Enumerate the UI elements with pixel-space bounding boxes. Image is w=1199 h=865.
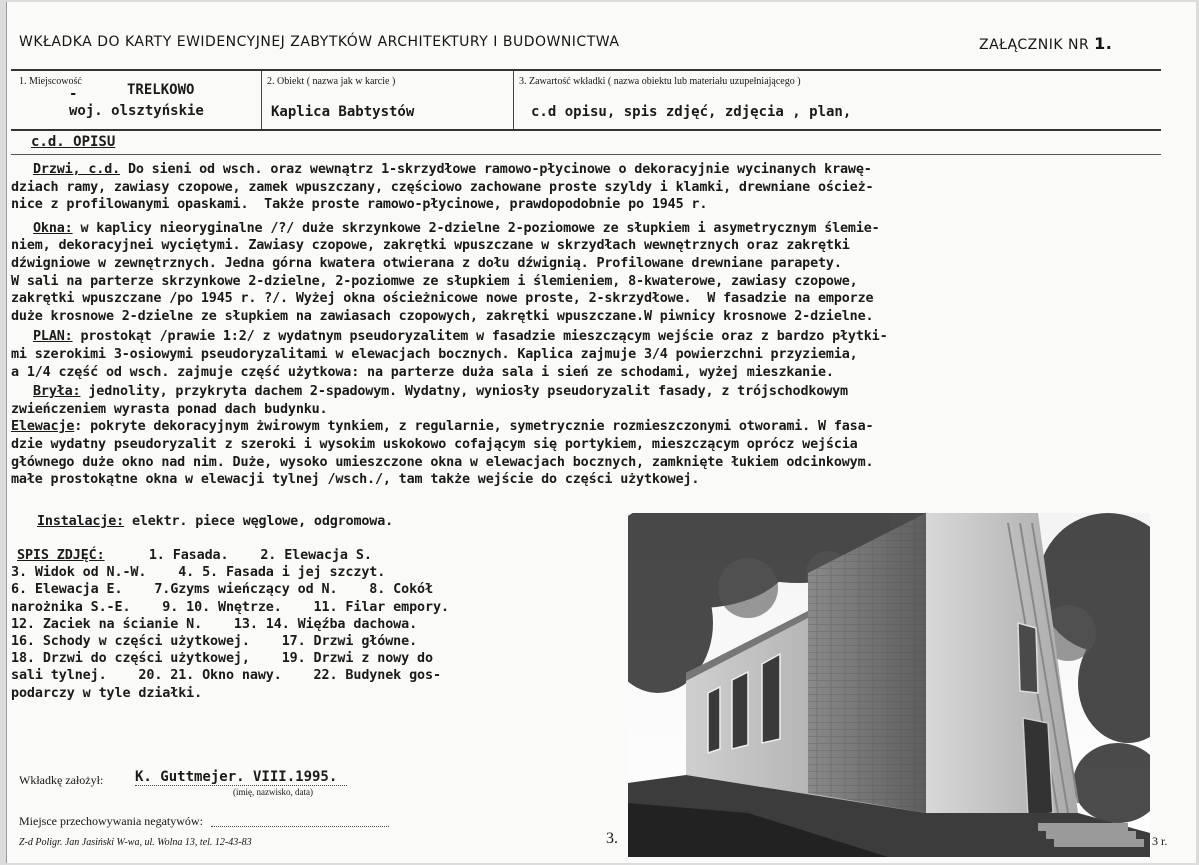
installations-lead: Instalacje: (37, 514, 125, 529)
body-line (11, 238, 850, 253)
body-line-text: : pokryte dekoracyjnym żwirowym tynkiem, z regularnie, symetrycznie rozmieszczonymi otworami. W fasa- (74, 419, 874, 435)
body-line-text: dziach ramy, zawiasy czopowe, zamek wpuszczany, częściowo zachowane proste szyldy i klamki, drewniane oścież- (11, 179, 874, 195)
photo-list-item: 16. Schody w części użytkowej. 17. Drzwi główne. (11, 634, 418, 649)
body-line (11, 180, 873, 195)
voivodeship-value: woj. olsztyńskie (69, 103, 204, 119)
photo-list-item: 12. Zaciek na ścianie N. 13. 14. Więźba dachowa. (11, 616, 418, 632)
header-rule (11, 69, 1161, 71)
photo-list-item: narożnika S.-E. 9. 10. Wnętrze. 11. Filar empory. (11, 599, 449, 615)
photo-list-item: 18. Drzwi do części użytkowej, 19. Drzwi z nowy do (11, 651, 433, 667)
body-line-text: duże krosnowe 2-dzielne ze słupkiem na zawiasach czopowych, zakrętki wpuszczane.W piwnicy krosnowe 2-dzielne. (11, 308, 874, 324)
body-line-text: małe prostokątne okna w elewacji tylnej /wsch./, tam także wejście do części użytkowej. (11, 472, 700, 488)
photo-list-item: 3. Widok od N.-W. 4. 5. Fasada i jej szczyt. (11, 565, 386, 581)
printer-imprint: Z-d Poligr. Jan Jasiński W-wa, ul. Wolna 13, tel. 12-43-83 (19, 837, 252, 848)
body-line-lead: PLAN: (33, 329, 73, 345)
body-line (11, 472, 699, 487)
building-photo (628, 513, 1150, 857)
founder-hint: (imię, nazwisko, data) (233, 787, 313, 797)
body-line-text: Do sieni od wsch. oraz wewnątrz 1-skrzydłowe ramowo-płycinowe o dekoracyjnie wycinanych krawę- (120, 162, 872, 177)
photo-list-lead (17, 548, 105, 563)
body-line-text: zakrętki wpuszczane /po 1945 r. ?/. Wyżej okna ościeżnicowe nowe proste, 2-skrzydłowe. W fasadzie na emporze (11, 291, 874, 307)
body-line (11, 437, 858, 452)
section-title: c.d. OPISU (31, 134, 116, 150)
locality-dash: - (69, 86, 78, 102)
photo-list-item: 1. Fasada. 2. Elewacja S. (117, 548, 372, 563)
body-line (33, 221, 880, 236)
body-line-lead: Elewacje (11, 419, 75, 435)
body-line-text: niem, dekoracyjnei wyciętymi. Zawiasy czopowe, zakrętki wpuszczane w skrzydłach wewnętrznych oraz zakrętki (11, 238, 850, 254)
body-line (11, 274, 858, 289)
photo-list-item: sali tylnej. 20. 21. Okno nawy. 22. Budynek gos- (11, 668, 441, 684)
body-line-text: dźwigniowe w zewnętrznych. Jedna górna kwatera otwierana z dołu dźwignią. Profilowane drewniane parapety. (11, 256, 842, 271)
body-line-text: jednolity, przykryta dachem 2-spadowym. Wydatny, wyniosły pseudoryzalit fasady, z trójschodkowym (80, 384, 848, 400)
photo-number: 3. (606, 830, 618, 847)
attachment-text: ZAŁĄCZNIK NR (979, 37, 1090, 53)
attachment-number: 1. (1094, 34, 1113, 53)
storage-label: Miejsce przechowywania negatywów: (19, 814, 203, 828)
document-title: WKŁADKA DO KARTY EWIDENCYJNEJ ZABYTKÓW ARCHITEKTURY I BUDOWNICTWA (19, 34, 620, 50)
body-line (33, 329, 887, 344)
body-line-text: a 1/4 część od wsch. zajmuje część użytkowa: na parterze duża sala i sień ze schodami, wyżej mieszkanie. (11, 364, 834, 380)
body-line (33, 384, 848, 399)
body-line (11, 365, 834, 380)
photo-list-item: podarczy w tyle działki. (11, 685, 203, 701)
body-line (33, 162, 872, 177)
founder-value: K. Guttmejer. VIII.1995. (135, 769, 347, 786)
body-line-text: w kaplicy nieoryginalne /?/ duże skrzynkowe 2-dzielne 2-poziomowe ze słupkiem i asymetrycznym ślemie- (72, 220, 880, 236)
locality-value: TRELKOWO (127, 82, 195, 98)
attachment-label (979, 34, 1112, 53)
body-line (11, 197, 707, 212)
body-line-text: W sali na parterze skrzynkowe 2-dzielne, 2-poziomwe ze słupkiem i ślemieniem, 8-kwaterowe, zawiasy czopowe, (11, 273, 858, 289)
body-line-text: zwieńczeniem wyrasta ponad dach budynku. (11, 401, 328, 417)
document-sheet (6, 2, 1196, 863)
body-line (11, 291, 873, 306)
object-label: 2. Obiekt ( nazwa jak w karcie ) (267, 76, 396, 87)
edge-mark: 3 r. (1152, 834, 1168, 848)
content-value: c.d opisu, spis zdjęć, zdjęcia , plan, (531, 104, 852, 120)
fields-rule (11, 129, 1161, 131)
body-line-text: głównego duże okno nad nim. Duże, wysoko umieszczone okna w elewacjach bocznych, zamknięte łukiem odcinkowym. (11, 454, 874, 470)
body-line-text: mi szerokimi 3-osiowymi pseudoryzalitami w elewacjach bocznych. Kaplica zajmuje 3/4 powierzchni przyziemia, (11, 347, 858, 362)
body-line-lead: Okna: (33, 220, 73, 236)
body-line-text: nice z profilowanymi opaskami. Także proste ramowo-płycinowe, prawdopodobnie po 1945 r. (11, 197, 708, 213)
body-line-text: prostokąt /prawie 1:2/ z wydatnym pseudoryzalitem w fasadzie mieszczącym wejście oraz z bardzo płytki- (72, 329, 888, 345)
installations-text: elektr. piece węglowe, odgromowa. (124, 514, 394, 529)
locality-label: 1. Miejscowość (19, 76, 82, 87)
storage-field (211, 816, 389, 827)
body-line-lead: Drzwi, c.d. (33, 162, 121, 177)
photo-list-title: SPIS ZDJĘĆ: (17, 548, 105, 563)
content-label: 3. Zawartość wkładki ( nazwa obiektu lub materiału uzupełniającego ) (519, 76, 801, 87)
photo-list-item: 6. Elewacja E. 7.Gzyms wieńczący od N. 8. Cokół (11, 582, 433, 598)
section-rule (11, 154, 1161, 155)
body-line (11, 256, 842, 271)
field-divider-2 (513, 71, 514, 129)
chapel-photo-illustration (628, 513, 1150, 857)
body-line-text: dzie wydatny pseudoryzalit z szeroki i wysokim uskokowo cofającym się portykiem, mieszczącym oprócz wejścia (11, 437, 858, 452)
field-divider-1 (261, 71, 262, 129)
body-line (11, 309, 873, 324)
body-line (11, 455, 873, 470)
founder-label: Wkładkę założył: (19, 773, 104, 787)
installations-line (37, 514, 393, 529)
object-value: Kaplica Babtystów (271, 104, 415, 120)
body-line (11, 402, 327, 417)
body-line-lead: Bryła: (33, 384, 81, 400)
body-line (11, 419, 873, 434)
body-line (11, 347, 858, 362)
